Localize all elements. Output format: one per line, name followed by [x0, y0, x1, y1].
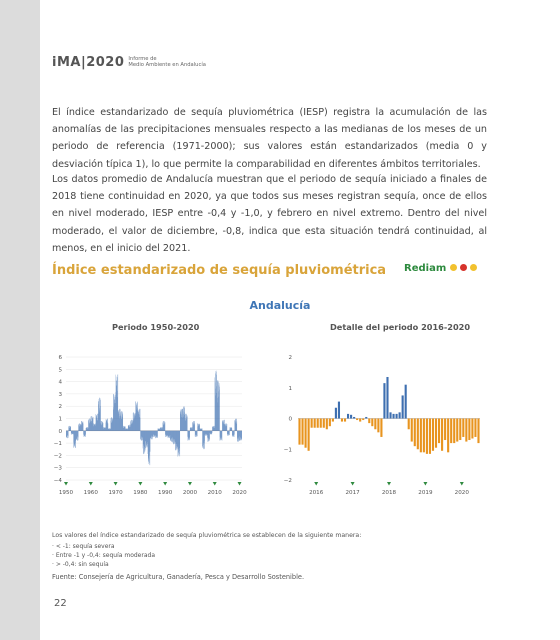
chart2-bar: [298, 419, 300, 445]
rediam-logo: Rediam: [404, 263, 447, 274]
chart2-y-tick-label: 2: [288, 355, 292, 361]
chart2-bar: [338, 402, 340, 419]
chart2-bar: [456, 419, 458, 442]
chart2-bar: [347, 414, 349, 419]
chart1-drought-marker: [114, 482, 118, 486]
chart2-bar: [383, 383, 385, 418]
chart2-bar: [462, 419, 464, 437]
chart2-bar: [420, 419, 422, 453]
ima-logo: iMA|2020: [52, 54, 125, 70]
chart2-bar: [453, 419, 455, 444]
chart2-bar: [450, 419, 452, 444]
chart2-x-tick-label: 2019: [418, 490, 433, 496]
chart2-bar: [477, 419, 479, 444]
chart2-y-tick-label: −1: [283, 447, 292, 454]
chart2-bar: [474, 419, 476, 437]
paragraph-analysis: Los datos promedio de Andalucía muestran que el periodo de sequía iniciado a finales de 2018 tiene continuidad en 2020, ya que todos sus meses registran sequía, once de ellos en nivel moderado, IESP entre -0,4 y -1,0, y febrero en nivel extremo. Dentro del nivel moderado, el valor de diciembre, -0,8, indica que esta situación tendrá continuidad, al menos, en el inicio del 2021.: [52, 174, 487, 254]
notes-list: [52, 542, 155, 569]
chart2-bar: [444, 419, 446, 441]
chart2-x-tick-label: 2016: [309, 490, 324, 496]
chart2-bar: [371, 419, 373, 427]
chart2-drought-marker: [351, 482, 355, 486]
chart2-title: Detalle del periodo 2016-2020: [330, 322, 471, 332]
chart2-bar: [429, 419, 431, 454]
chart2-bar: [411, 419, 413, 442]
chart2-y-tick-label: 0: [288, 416, 292, 423]
chart2-bar: [468, 419, 470, 441]
chart1-drought-marker: [238, 482, 242, 486]
report-subtitle-line1: Informe de: [128, 55, 157, 62]
chart2-bar: [359, 419, 361, 422]
chart2-bar: [447, 419, 449, 453]
chart2-bar: [314, 419, 316, 428]
chart2-bar: [344, 419, 346, 422]
chart1-drought-marker: [188, 482, 192, 486]
chart2-bar: [435, 419, 437, 448]
chart2-bar: [374, 419, 376, 430]
chart1-drought-marker: [163, 482, 167, 486]
chart1-y-tick-label: −4: [53, 478, 62, 484]
chart2-bar: [305, 419, 307, 448]
chart1-x-tick-label: 1970: [108, 490, 123, 496]
chart2-drought-marker: [314, 482, 318, 486]
chart2-bar: [350, 415, 352, 419]
chart2-bar: [329, 419, 331, 427]
paragraph-definition: El índice estandarizado de sequía pluviométrica (IESP) registra la acumulación de las anomalías de las precipitaciones mensuales respecto a las medianas de los meses de un periodo de referencia (1971-2000); sus valores están estandarizados (media 0 y desviación típica 1), lo que permite la comparabilidad en diferentes ámbitos territoriales.: [52, 107, 487, 170]
chart2-bar: [368, 419, 370, 424]
chart1-drought-marker: [138, 482, 142, 486]
chart1-y-tick-label: 4: [58, 379, 62, 386]
chart2-bar: [308, 419, 310, 451]
chart2-bar: [459, 419, 461, 441]
chart2-bar: [423, 419, 425, 453]
chart2-bar: [465, 419, 467, 442]
chart2-bar: [414, 419, 416, 447]
region-label: Andalucía: [249, 299, 311, 312]
notes-intro: Los valores del índice estandarizado de sequía pluviométrica se establecen de la siguiente manera:: [52, 532, 362, 539]
chart2-x-tick-label: 2020: [454, 490, 469, 496]
chart2-bar: [441, 419, 443, 451]
chart2-bar: [438, 419, 440, 444]
chart1-x-tick-label: 1980: [133, 490, 148, 496]
chart2-bar: [402, 395, 404, 418]
note-moderate: · Entre -1 y -0,4: sequía moderada: [52, 552, 156, 559]
chart1-x-tick-label: 2000: [182, 490, 198, 496]
chart1-x-tick-label: 2010: [207, 490, 222, 496]
chart2-bar: [317, 419, 319, 428]
chart1-x-tick-label: 2020: [232, 490, 247, 496]
chart1-y-tick-label: 1: [58, 416, 62, 423]
note-none: · > -0,4: sin sequía: [52, 561, 109, 568]
chart1-drought-marker: [64, 482, 68, 486]
chart2-bar: [326, 419, 328, 430]
chart2-bar: [353, 417, 355, 419]
chart2-bar: [399, 412, 401, 418]
chart2-x-tick-label: 2018: [381, 490, 397, 496]
chart2-bar: [311, 419, 313, 428]
chart2-bar: [396, 414, 398, 419]
chart2-bar: [341, 419, 343, 422]
chart2-bar: [362, 419, 364, 421]
chart2-bar: [380, 419, 382, 437]
chart2-bar: [365, 417, 367, 419]
chart2-bar: [320, 419, 322, 428]
chart1-drought-marker: [89, 482, 93, 486]
chart2-bar: [426, 419, 428, 454]
chart2-bar: [377, 419, 379, 433]
chart2-bar: [408, 419, 410, 430]
chart1-y-tick-label: 6: [58, 355, 62, 361]
chart1-y-tick-label: −3: [53, 465, 62, 472]
chart2-bar: [332, 419, 334, 422]
chart1-title: Periodo 1950-2020: [112, 322, 200, 332]
chart2-bar: [417, 419, 419, 450]
chart2-drought-marker: [387, 482, 391, 486]
chart2-bar: [392, 414, 394, 419]
chart1-y-tick-label: −1: [53, 441, 62, 448]
note-severe: · < -1: sequía severa: [52, 543, 115, 550]
chart1-y-tick-label: 0: [58, 428, 62, 435]
page-number: 22: [54, 598, 67, 609]
chart2-bar: [323, 419, 325, 428]
chart2-bar: [356, 419, 358, 421]
chart1-drought-marker: [213, 482, 217, 486]
chart2-drought-marker: [460, 482, 464, 486]
chart2-y-tick-label: −2: [283, 478, 292, 484]
report-subtitle-line2: Medio Ambiente en Andalucía: [128, 62, 206, 68]
chart2-bar: [471, 419, 473, 439]
figure-title: Índice estandarizado de sequía pluviométrica: [52, 263, 387, 278]
chart2-drought-marker: [423, 482, 427, 486]
chart2-bar: [405, 385, 407, 419]
chart1-y-tick-label: 5: [58, 367, 62, 374]
chart2-bar: [389, 412, 391, 418]
chart1-y-tick-label: 2: [58, 404, 62, 411]
chart2-x-tick-label: 2017: [345, 490, 360, 496]
chart2-bar: [386, 377, 388, 419]
chart1-x-tick-label: 1990: [158, 490, 173, 496]
chart2-bar: [432, 419, 434, 451]
source-note: Fuente: Consejería de Agricultura, Ganadería, Pesca y Desarrollo Sostenible.: [52, 573, 305, 581]
chart2-bar: [301, 419, 303, 445]
chart1-y-tick-label: 3: [58, 391, 62, 398]
chart1-y-tick-label: −2: [53, 453, 62, 460]
chart1-x-tick-label: 1960: [83, 490, 98, 496]
chart1-x-tick-label: 1950: [58, 490, 74, 496]
chart2-bar: [335, 408, 337, 419]
chart2-y-tick-label: 1: [288, 385, 292, 392]
